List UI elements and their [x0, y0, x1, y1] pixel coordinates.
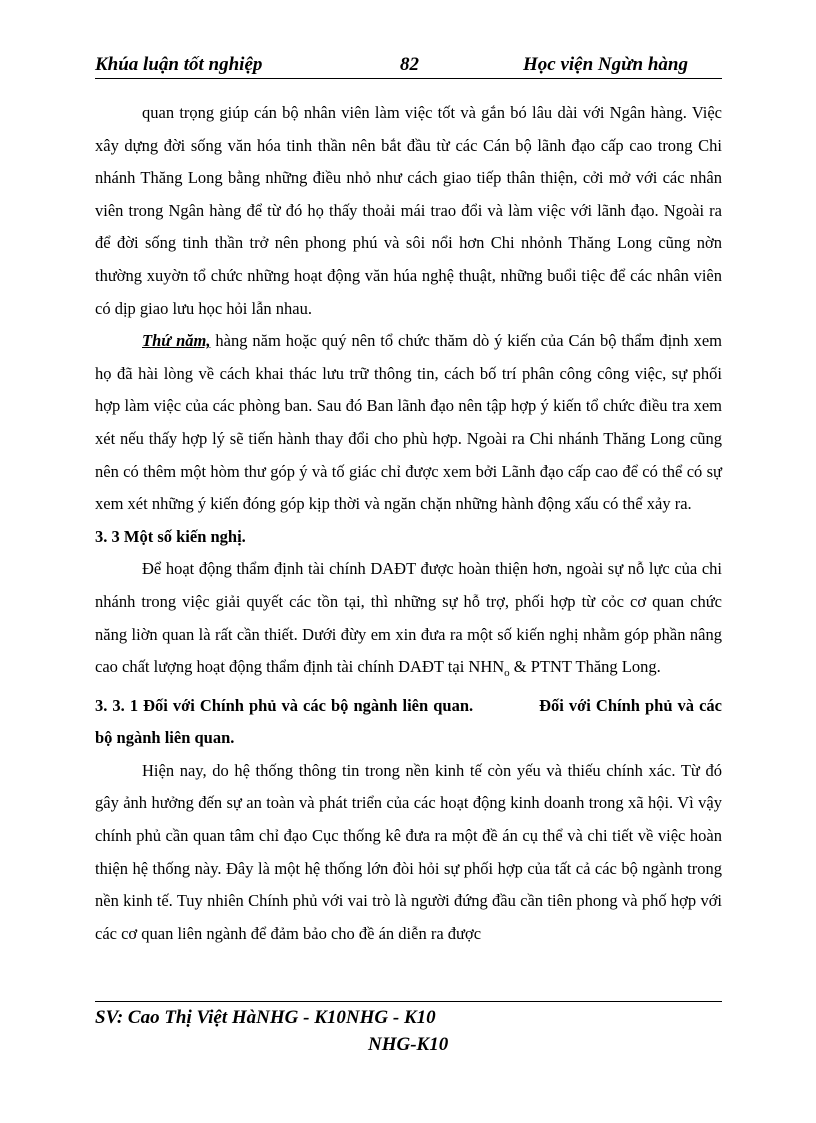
- footer-student: SV: Cao Thị Việt HàNHG - K10NHG - K10: [95, 1007, 436, 1028]
- page-number: 82: [400, 54, 419, 75]
- subscript-o: o: [504, 667, 510, 680]
- footer-class: NHG-K10: [368, 1034, 449, 1055]
- fifth-lead: Thứ năm,: [142, 331, 211, 351]
- paragraph-information-system: Hiện nay, do hệ thống thông tin trong nền kinh tế còn yếu và thiếu chính xác. Từ đó gây ảnh hưởng đến sự an toàn và phát triển của các hoạt động kinh doanh trong xã hội. Vì vậy chính phủ cần quan tâm chỉ đạo Cục thống kê đưa ra một đề án cụ thể và chi tiết về việc hoàn thiện hệ thống này. Đây là một hệ thống lớn đòi hỏi sự phối hợp của tất cả các bộ ngành trong nền kinh tế. Tuy nhiên Chính phủ với vai trò là người đứng đầu cần tiên phong và phố hợp với các cơ quan liên ngành để đảm bảo cho đề án diễn ra được: [95, 760, 722, 943]
- heading-3-3-1-repeat: Đối với Chính phủ và các bộ ngành liên quan.: [95, 695, 722, 748]
- section-heading-3-3: 3. 3 Một số kiến nghị.: [95, 526, 246, 546]
- header-thesis-title: Khúa luận tốt nghiệp: [95, 54, 263, 75]
- fifth-text: hàng năm hoặc quý nên tổ chức thăm dò ý kiến của Cán bộ thẩm định xem họ đã hài lòng về cách khai thác lưu trữ thông tin, cách bố trí phân công công việc, sự phối hợp làm việc của các phòng ban. Sau đó Ban lãnh đạo nên tập hợp ý kiến tổ chức điều tra xem xét nếu thấy hợp lý sẽ tiến hành thay đổi cho phù hợp. Ngoài ra Chi nhánh Thăng Long cũng nên có thêm một hòm thư góp ý và tố giác chỉ được xem bởi Lãnh đạo cấp cao để có thể có sự xem xét những ý kiến đóng góp kịp thời và ngăn chặn những hành động xấu có thể xảy ra.: [95, 331, 722, 514]
- header-institution: Học viện Ngừn hàng: [523, 54, 688, 75]
- footer-divider: [95, 1001, 722, 1002]
- section-heading-3-3-1: [95, 690, 722, 755]
- page-footer: [95, 1004, 722, 1058]
- document-body: [95, 97, 722, 950]
- paragraph-fifth: [95, 325, 722, 521]
- recommendations-tail: & PTNT Thăng Long.: [509, 657, 661, 677]
- recommendations-text: Để hoạt động thẩm định tài chính DAĐT được hoàn thiện hơn, ngoài sự nỗ lực của chi nhánh trong việc giải quyết các tồn tại, thì những sự hỗ trợ, phối hợp từ cỏc cơ quan chức năng liờn quan là rất cần thiết. Dưới đừy em xin đưa ra một số kiến nghị nhằm góp phần nâng cao chất lượng hoạt động thẩm định tài chính DAĐT tại NHN: [95, 559, 722, 677]
- heading-3-3-1-text: 3. 3. 1 Đối với Chính phủ và các bộ ngành liên quan.: [95, 695, 474, 715]
- paragraph-culture: quan trọng giúp cán bộ nhân viên làm việc tốt và gắn bó lâu dài với Ngân hàng. Việc xây dựng đời sống văn hóa tinh thần nên bắt đầu từ các Cán bộ lãnh đạo cấp cao trong Chi nhánh Thăng Long bằng những điều nhỏ như cách giao tiếp thân thiện, cởi mở với các nhân viên trong Ngân hàng để từ đó họ thấy thoải mái trao đổi và làm việc với lãnh đạo. Ngoài ra để đời sống tinh thần trở nên phong phú và sôi nổi hơn Chi nhỏnh Thăng Long cũng nờn thường xuyờn tổ chức những hoạt động văn húa nghệ thuật, những buổi tiệc để các nhân viên có dịp giao lưu học hỏi lẫn nhau.: [95, 103, 722, 318]
- paragraph-recommendations: [95, 553, 722, 689]
- page-header: [95, 52, 722, 79]
